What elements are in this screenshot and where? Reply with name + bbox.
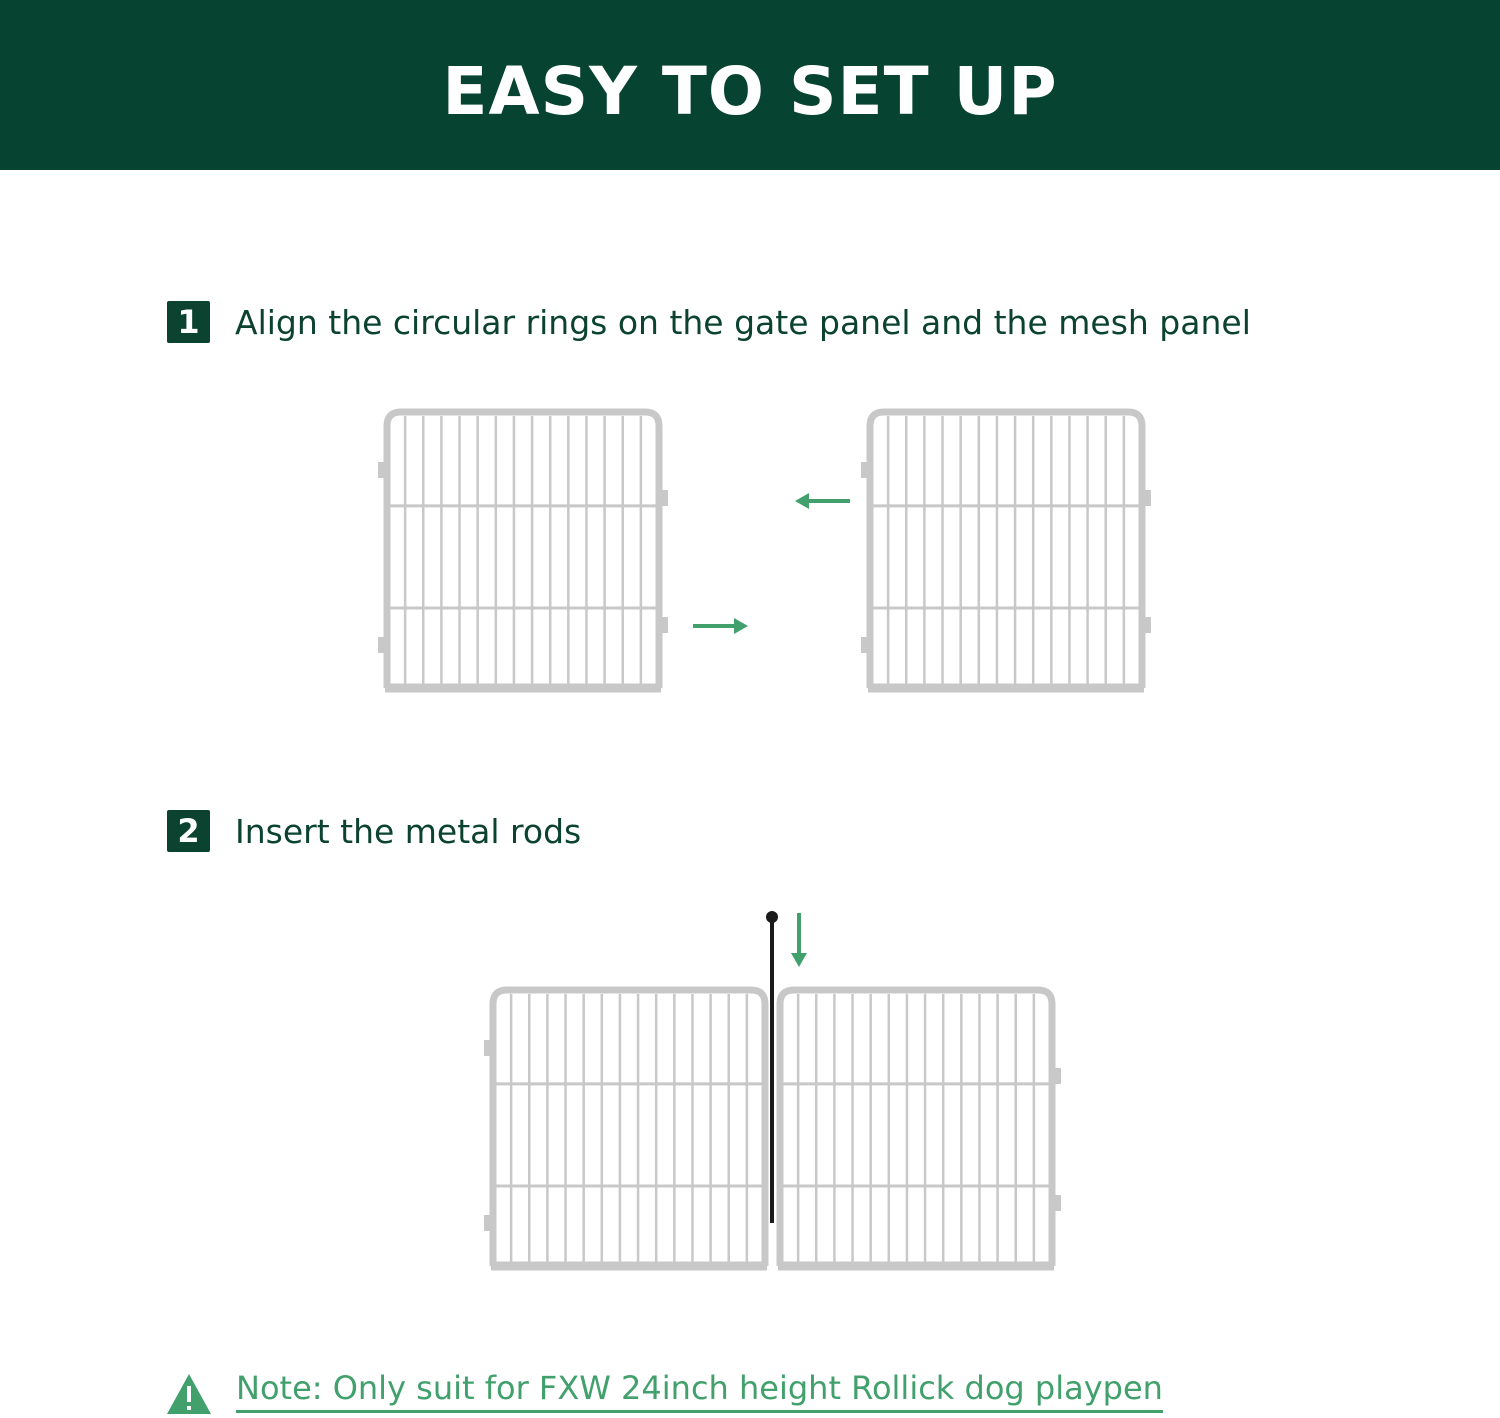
gate-panel-left	[378, 412, 668, 688]
step-1	[167, 300, 1251, 344]
header-banner	[0, 0, 1500, 170]
step-2	[167, 809, 581, 853]
note	[165, 1366, 1365, 1416]
warning-triangle-icon	[165, 1372, 213, 1416]
arrow-down-icon	[791, 913, 807, 967]
step-1-badge: 1	[167, 301, 210, 343]
arrow-right-icon	[693, 618, 748, 634]
page-title: EASY TO SET UP	[442, 53, 1058, 130]
align-panels-diagram	[370, 400, 1160, 700]
mesh-panel-right-joined	[778, 990, 1061, 1266]
step-2-text: Insert the metal rods	[235, 811, 582, 851]
gate-panel-left-joined	[484, 990, 767, 1266]
step-1-text: Align the circular rings on the gate panel and the mesh panel	[235, 302, 1251, 342]
mesh-panel-right	[861, 412, 1151, 688]
step-2-badge: 2	[167, 810, 210, 852]
insert-rod-diagram	[480, 905, 1070, 1280]
note-text: Note: Only suit for FXW 24inch height Rollick dog playpen	[236, 1366, 1163, 1413]
arrow-left-icon	[795, 493, 850, 509]
